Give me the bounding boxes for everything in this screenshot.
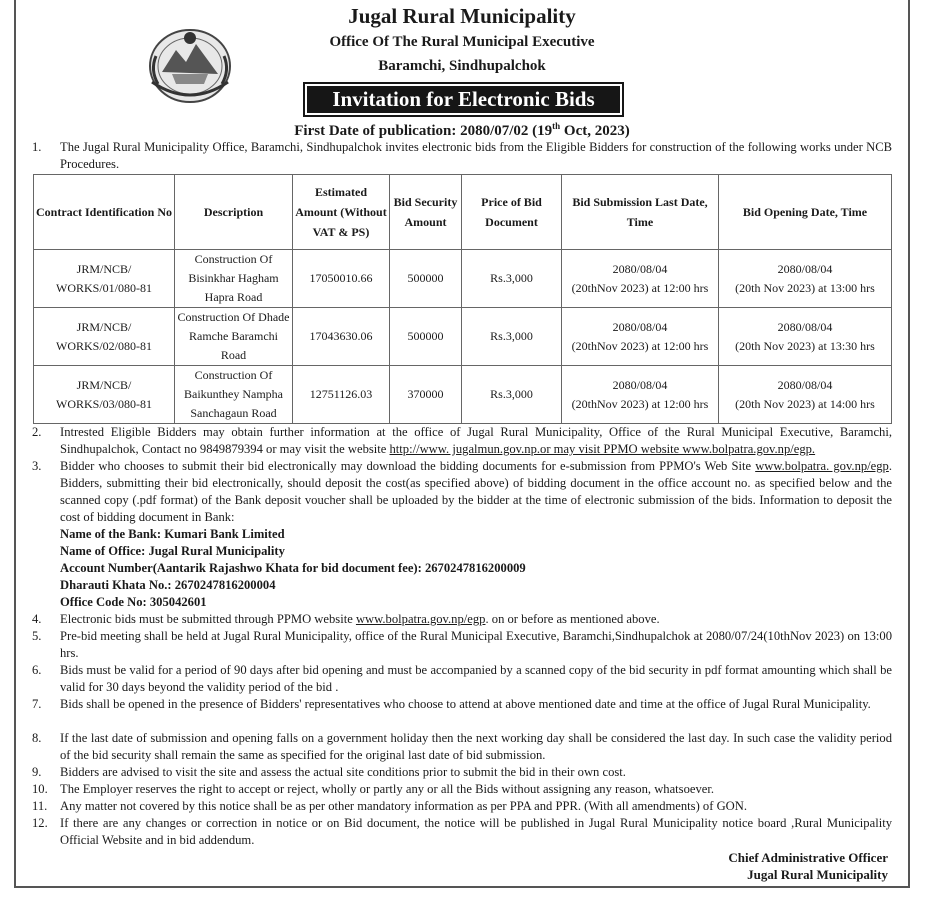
clause-number: 9. (32, 765, 42, 779)
column-header: Estimated Amount (Without VAT & PS) (293, 175, 390, 250)
bank-details (60, 526, 892, 611)
clause-number: 2. (32, 425, 42, 439)
ppmo-link[interactable]: www.bolpatra. gov.np/egp (755, 459, 889, 473)
opening-date: 2080/08/04 (20th Nov 2023) at 13:30 hrs (719, 308, 892, 366)
contract-id: JRM/NCB/ WORKS/02/080-81 (34, 308, 175, 366)
submission-date: 2080/08/04 (20thNov 2023) at 12:00 hrs (562, 366, 719, 424)
office-code: Office Code No: 305042601 (60, 595, 207, 609)
signature-role: Chief Administrative Officer (728, 850, 888, 865)
office-name: Office Of The Rural Municipal Executive (329, 34, 595, 50)
clause-number: 1. (32, 140, 42, 154)
account-number: Account Number(Aantarik Rajashwo Khata for bid document fee): 2670247816200009 (60, 561, 526, 575)
column-header: Bid Submission Last Date, Time (562, 175, 719, 250)
clause-10: The Employer reserves the right to accept or reject, wholly or partly any or all the Bids without assigning any reason, whatsoever. (60, 782, 714, 796)
table-row (34, 366, 892, 424)
description: Construction Of Baikunthey Nampha Sanchagaun Road (175, 366, 293, 424)
document-price: Rs.3,000 (462, 250, 562, 308)
bid-security: 500000 (390, 308, 462, 366)
publication-date: First Date of publication: 2080/07/02 (19th Oct, 2023) (294, 121, 630, 139)
clause-number: 10. (32, 782, 48, 796)
clause-number: 11. (32, 799, 48, 813)
clause-number: 6. (32, 663, 42, 677)
estimated-amount: 17043630.06 (293, 308, 390, 366)
clause-5: Pre-bid meeting shall be held at Jugal Rural Municipality, office of the Rural Municipal Executive, Baramchi,Sindhupalchok at 2080/07/24(10thNov 2023) on 13:00 hrs. (60, 629, 892, 660)
clause-3: Bidder who chooses to submit their bid electronically may download the bidding documents for e-submission from PPMO's Web Site www.bolpatra. gov.np/egp. Bidders, submitting their bid electronically, should deposit the cost(as specified above) of bidding document in the office account no. as specified below and the scanned copy (.pdf format) of the Bank deposit voucher shall be uploaded by the bidder at the time of electronic submission of the bids. Information to deposit the cost of bidding document in Bank: (60, 459, 892, 524)
table-header-row (34, 175, 892, 250)
submission-date: 2080/08/04 (20thNov 2023) at 12:00 hrs (562, 308, 719, 366)
contract-id: JRM/NCB/ WORKS/01/080-81 (34, 250, 175, 308)
signature-org: Jugal Rural Municipality (747, 867, 888, 882)
bid-security: 370000 (390, 366, 462, 424)
estimated-amount: 12751126.03 (293, 366, 390, 424)
clause-number: 8. (32, 731, 42, 745)
opening-date: 2080/08/04 (20th Nov 2023) at 13:00 hrs (719, 250, 892, 308)
clause-2: Intrested Eligible Bidders may obtain further information at the office of Jugal Rural Municipality, Office of the Rural Municipal Executive, Baramchi, Sindhupalchok, Contact no 9849879394 or may visit the website http://www. jugalmun.gov.np.or may visit PPMO website www.bolpatra.gov.np/egp. (60, 425, 892, 456)
website-link[interactable]: http://www. jugalmun.gov.np.or may visit PPMO website www.bolpatra.gov.np/egp. (389, 442, 816, 456)
document-price: Rs.3,000 (462, 366, 562, 424)
column-header: Description (175, 175, 293, 250)
clause-9: Bidders are advised to visit the site and assess the actual site conditions prior to submit the bid in their own cost. (60, 765, 626, 779)
municipality-title: Jugal Rural Municipality (348, 4, 576, 28)
bid-security: 500000 (390, 250, 462, 308)
description: Construction Of Bisinkhar Hagham Hapra Road (175, 250, 293, 308)
clause-8: If the last date of submission and opening falls on a government holiday then the next working day shall be considered the last day. In such case the validity period of the bid security shall remain the same as specified for the original last date of bid submission. (60, 731, 892, 762)
description: Construction Of Dhade Ramche Baramchi Road (175, 308, 293, 366)
clause-4: Electronic bids must be submitted through PPMO website www.bolpatra.gov.np/egp. on or before as mentioned above. (60, 612, 660, 626)
opening-date: 2080/08/04 (20th Nov 2023) at 14:00 hrs (719, 366, 892, 424)
clause-12: If there are any changes or correction in notice or on Bid document, the notice will be published in Jugal Rural Municipality notice board ,Rural Municipality Official Website and in bid addendum. (60, 816, 892, 847)
contract-id: JRM/NCB/ WORKS/03/080-81 (34, 366, 175, 424)
clause-7: Bids shall be opened in the presence of Bidders' representatives who choose to attend at above mentioned date and time at the office of Jugal Rural Municipality. (60, 697, 871, 711)
submission-date: 2080/08/04 (20thNov 2023) at 12:00 hrs (562, 250, 719, 308)
column-header: Bid Opening Date, Time (719, 175, 892, 250)
clause-number: 4. (32, 612, 42, 626)
office-location: Baramchi, Sindhupalchok (378, 58, 546, 74)
bids-table (33, 174, 892, 424)
dharauti-khata: Dharauti Khata No.: 2670247816200004 (60, 578, 276, 592)
clause-number: 7. (32, 697, 42, 711)
estimated-amount: 17050010.66 (293, 250, 390, 308)
column-header: Price of Bid Document (462, 175, 562, 250)
column-header: Bid Security Amount (390, 175, 462, 250)
office-account-name: Name of Office: Jugal Rural Municipality (60, 544, 285, 558)
clause-6: Bids must be valid for a period of 90 days after bid opening and must be accompanied by a scanned copy of the bid security in pdf format amounting which shall be valid for 30 days beyond the validity period of the bid . (60, 663, 892, 694)
clause-number: 3. (32, 459, 42, 473)
clause-11: Any matter not covered by this notice shall be as per other mandatory information as per PPA and PPR. (With all amendments) of GON. (60, 799, 747, 813)
bank-name: Name of the Bank: Kumari Bank Limited (60, 527, 285, 541)
intro-paragraph: The Jugal Rural Municipality Office, Baramchi, Sindhupalchok invites electronic bids from the Eligible Bidders for construction of the following works under NCB Procedures. (60, 140, 892, 171)
clause-number: 12. (32, 816, 48, 830)
column-header: Contract Identification No (34, 175, 175, 250)
document-price: Rs.3,000 (462, 308, 562, 366)
egp-link[interactable]: www.bolpatra.gov.np/egp (355, 612, 486, 626)
clause-number: 5. (32, 629, 42, 643)
table-row (34, 308, 892, 366)
notice-banner: Invitation for Electronic Bids (303, 82, 624, 117)
table-row (34, 250, 892, 308)
notice-page (14, 0, 910, 888)
